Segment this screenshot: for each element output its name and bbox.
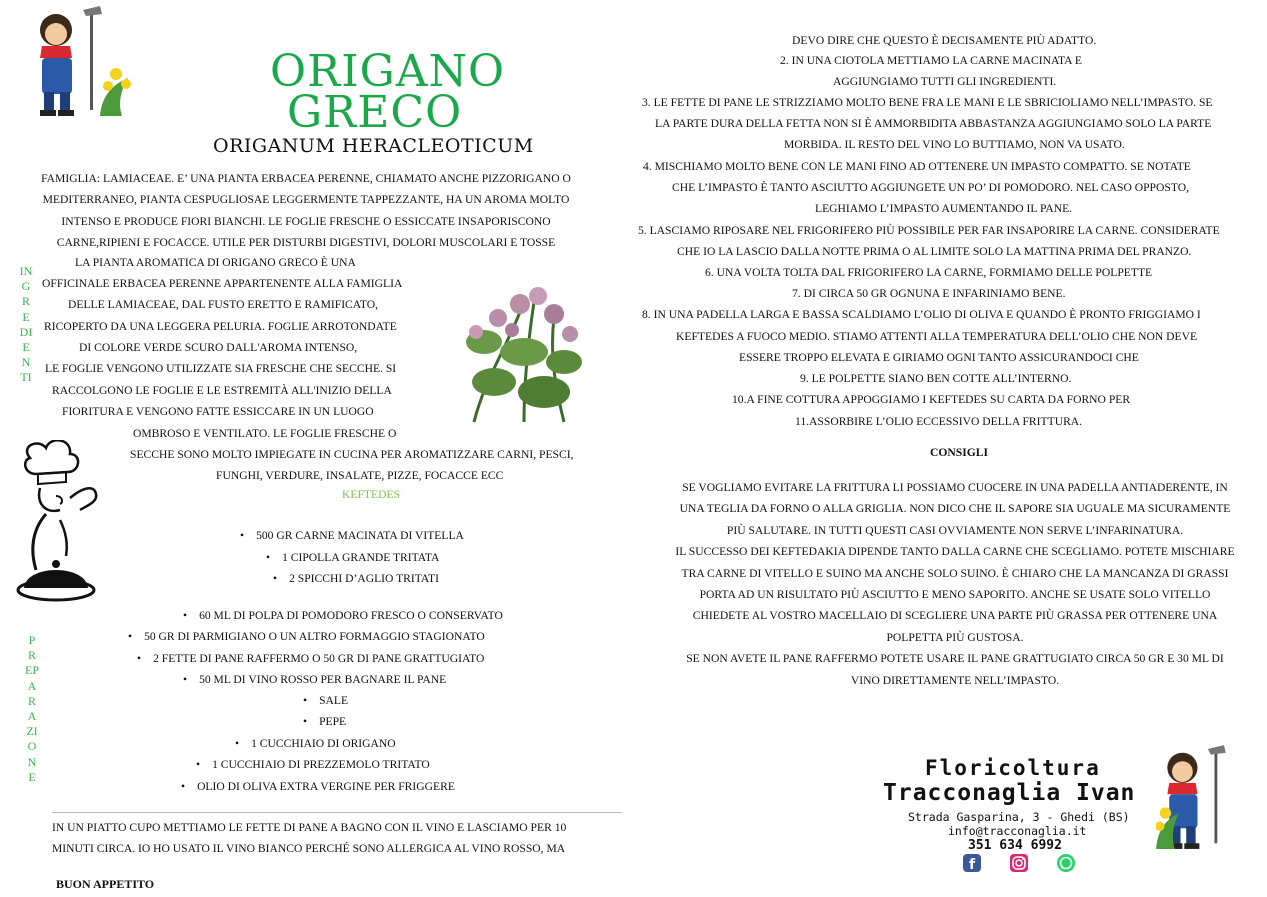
- ingredient-item: • 2 FETTE DI PANE RAFFERMO O 50 GR DI PANE GRATTUGIATO: [137, 652, 484, 665]
- tips-line: SE NON AVETE IL PANE RAFFERMO POTETE USARE IL PANE GRATTUGIATO CIRCA 50 GR E 30 ML DI: [686, 652, 1224, 666]
- oregano-plant-image: [454, 272, 590, 426]
- store-address: Strada Gasparina, 3 - Ghedi (BS): [908, 810, 1130, 824]
- intro-paragraph: [26, 168, 586, 254]
- plant-line: DI COLORE VERDE SCURO DALL'AROMA INTENSO,: [79, 341, 358, 354]
- ingredient-item: • OLIO DI OLIVA EXTRA VERGINE PER FRIGGERE: [181, 780, 455, 793]
- step-line: CHE IO LA LASCIO DALLA NOTTE PRIMA O AL LIMITE SOLO LA MATTINA PRIMA DEL PRANZO.: [677, 245, 1192, 258]
- closing-text: BUON APPETITO: [56, 877, 155, 891]
- step-line: 11.ASSORBIRE L’OLIO ECCESSIVO DELLA FRITTURA.: [795, 415, 1083, 428]
- step-line: 4. MISCHIAMO MOLTO BENE CON LE MANI FINO AD OTTENERE UN IMPASTO COMPATTO. SE NOTATE: [643, 160, 1191, 173]
- svg-text:f: f: [969, 857, 976, 872]
- intro-line: CARNE,RIPIENI E FOCACCE. UTILE PER DISTURBI DIGESTIVI, DOLORI MUSCOLARI E TOSSE: [56, 236, 556, 250]
- tips-line: TRA CARNE DI VITELLO E SUINO MA ANCHE SOLO SUINO. È CHIARO CHE LA MANCANZA DI GRASSI: [681, 566, 1229, 580]
- ingredient-item: • SALE: [303, 694, 348, 707]
- farmer-mascot-illustration: [1156, 742, 1256, 854]
- ingredient-item: • 2 SPICCHI D’AGLIO TRITATI: [273, 572, 439, 585]
- step-line: LEGHIAMO L’IMPASTO AUMENTANDO IL PANE.: [815, 202, 1073, 215]
- whatsapp-icon[interactable]: [1057, 854, 1075, 872]
- step-line: 5. LASCIAMO RIPOSARE NEL FRIGORIFERO PIÙ POSSIBILE PER FAR INSAPORIRE LA CARNE. CONSIDERATE: [638, 224, 1220, 237]
- ingredient-item: • 1 CIPOLLA GRANDE TRITATA: [266, 551, 439, 564]
- ingredient-item: • 1 CUCCHIAIO DI PREZZEMOLO TRITATO: [196, 758, 430, 771]
- step-line: ESSERE TROPPO ELEVATA E GIRIAMO OGNI TANTO ASSICURANDOCI CHE: [739, 351, 1139, 364]
- store-name-line1: Floricoltura: [925, 756, 1101, 780]
- intro-line: INTENSO E PRODUCE FIORI BIANCHI. LE FOGLIE FRESCHE O ESSICCATE INSAPORISCONO: [61, 214, 551, 228]
- step-line: KEFTEDES A FUOCO MEDIO. STIAMO ATTENTI ALLA TEMPERATURA DELL’OLIO CHE NON DEVE: [676, 330, 1198, 343]
- plant-line: FUNGHI, VERDURE, INSALATE, PIZZE, FOCACCE ECC: [216, 469, 504, 482]
- step-line: LA PARTE DURA DELLA FETTA NON SI È AMMORBIDITA ABBASTANZA AGGIUNGIAMO SOLO LA PARTE: [655, 117, 1212, 130]
- plant-line: DELLE LAMIACEAE, DAL FUSTO ERETTO E RAMIFICATO,: [68, 298, 379, 311]
- ingredient-item: • 50 GR DI PARMIGIANO O UN ALTRO FORMAGGIO STAGIONATO: [128, 630, 485, 643]
- tips-line: UNA TEGLIA DA FORNO O ALLA GRIGLIA. NON DICO CHE IL SAPORE SIA UGUALE MA SICURAMENTE: [679, 502, 1231, 516]
- plant-line: OMBROSO E VENTILATO. LE FOGLIE FRESCHE O: [133, 427, 397, 440]
- intro-line: MEDITERRANEO, PIANTA CESPUGLIOSAE LEGGERMENTE TAPPEZZANTE, HA UN AROMA MOLTO: [42, 193, 570, 207]
- step-line: DEVO DIRE CHE QUESTO È DECISAMENTE PIÙ ADATTO.: [792, 34, 1097, 47]
- tips-line: PORTA AD UN RISULTATO PIÙ ASCIUTTO E MENO SAPORITO. ANCHE SE USATE SOLO VITELLO: [699, 588, 1211, 602]
- recipe-name: KEFTEDES: [342, 488, 400, 501]
- prep-line: IN UN PIATTO CUPO METTIAMO LE FETTE DI PANE A BAGNO CON IL VINO E LASCIAMO PER 10: [52, 821, 567, 834]
- step-line: 8. IN UNA PADELLA LARGA E BASSA SCALDIAMO L’OLIO DI OLIVA E QUANDO È PRONTO FRIGGIAMO I: [642, 308, 1201, 321]
- step-line: AGGIUNGIAMO TUTTI GLI INGREDIENTI.: [833, 75, 1057, 88]
- intro-line: FAMIGLIA: LAMIACEAE. E’ UNA PIANTA ERBACEA PERENNE, CHIAMATO ANCHE PIZZORIGANO O: [41, 172, 571, 185]
- tips-line: SE VOGLIAMO EVITARE LA FRITTURA LI POSSIAMO CUOCERE IN UNA PADELLA ANTIADERENTE, IN: [682, 481, 1228, 494]
- tips-heading: CONSIGLI: [930, 446, 988, 459]
- plant-line: LE FOGLIE VENGONO UTILIZZATE SIA FRESCHE CHE SECCHE. SI: [45, 362, 397, 375]
- tips-line: PIÙ SALUTARE. IN TUTTI QUESTI CASI OVVIAMENTE NON SERVE L’INFARINATURA.: [726, 523, 1184, 537]
- tips-line: CHIEDETE AL VOSTRO MACELLAIO DI SCEGLIERE UNA PARTE PIÙ GRASSA PER OTTENERE UNA: [692, 609, 1218, 623]
- prep-line: MINUTI CIRCA. IO HO USATO IL VINO BIANCO PERCHÉ SONO ALLERGICA AL VINO ROSSO, MA: [52, 842, 566, 856]
- facebook-icon[interactable]: [963, 854, 981, 872]
- page-title-line1: ORIGANO: [270, 46, 506, 97]
- store-phone: 351 634 6992: [968, 838, 1062, 853]
- step-line: 3. LE FETTE DI PANE LE STRIZZIAMO MOLTO BENE FRA LE MANI E LE SBRICIOLIAMO NELL’IMPASTO. SE: [642, 96, 1213, 109]
- chef-illustration: [16, 440, 102, 612]
- ingredient-item: • 60 ML DI POLPA DI POMODORO FRESCO O CONSERVATO: [183, 609, 503, 622]
- botanical-name: ORIGANUM HERACLEOTICUM: [213, 135, 534, 157]
- ingredient-item: • 1 CUCCHIAIO DI ORIGANO: [235, 737, 396, 750]
- step-line: 9. LE POLPETTE SIANO BEN COTTE ALL’INTERNO.: [800, 372, 1072, 385]
- step-line: 10.A FINE COTTURA APPOGGIAMO I KEFTEDES SU CARTA DA FORNO PER: [732, 393, 1131, 406]
- instagram-icon[interactable]: [1010, 854, 1028, 872]
- plant-line: LA PIANTA AROMATICA DI ORIGANO GRECO È UNA: [75, 256, 356, 269]
- step-line: 7. DI CIRCA 50 GR OGNUNA E INFARINIAMO BENE.: [792, 287, 1066, 300]
- farmer-mascot-illustration: [28, 4, 134, 120]
- store-name-line2: Tracconaglia Ivan: [883, 780, 1136, 806]
- step-line: CHE L’IMPASTO È TANTO ASCIUTTO AGGIUNGETE UN PO’ DI POMODORO. NEL CASO OPPOSTO,: [672, 181, 1189, 194]
- plant-line: SECCHE SONO MOLTO IMPIEGATE IN CUCINA PER AROMATIZZARE CARNI, PESCI,: [130, 448, 574, 461]
- page-title-line2: GRECO: [287, 87, 463, 138]
- plant-line: RICOPERTO DA UNA LEGGERA PELURIA. FOGLIE ARROTONDATE: [44, 320, 397, 333]
- ingredients-side-label: INGREDIENTI: [19, 264, 33, 385]
- step-line: MORBIDA. IL RESTO DEL VINO LO BUTTIAMO, NON VA USATO.: [784, 138, 1125, 151]
- ingredient-item: • 500 GR CARNE MACINATA DI VITELLA: [240, 529, 464, 542]
- plant-line: OFFICINALE ERBACEA PERENNE APPARTENENTE ALLA FAMIGLIA: [42, 277, 403, 290]
- preparation-side-label: PREPARAZIONE: [25, 633, 40, 784]
- ingredient-item: • PEPE: [303, 715, 346, 728]
- plant-line: FIORITURA E VENGONO FATTE ESSICCARE IN UN LUOGO: [62, 405, 374, 418]
- tips-line: IL SUCCESSO DEI KEFTEDAKIA DIPENDE TANTO DALLA CARNE CHE SCEGLIAMO. POTETE MISCHIARE: [675, 545, 1235, 559]
- preparation-intro: [52, 812, 622, 860]
- tips-paragraph: [653, 477, 1257, 691]
- plant-line: RACCOLGONO LE FOGLIE E LE ESTREMITÀ ALL'INIZIO DELLA: [52, 384, 392, 397]
- store-email: info@tracconaglia.it: [948, 824, 1087, 838]
- step-line: 6. UNA VOLTA TOLTA DAL FRIGORIFERO LA CARNE, FORMIAMO DELLE POLPETTE: [705, 266, 1153, 279]
- tips-line: POLPETTA PIÙ GUSTOSA.: [886, 630, 1024, 644]
- step-line: 2. IN UNA CIOTOLA METTIAMO LA CARNE MACINATA E: [780, 54, 1082, 67]
- ingredient-item: • 50 ML DI VINO ROSSO PER BAGNARE IL PANE: [183, 673, 446, 686]
- tips-line: VINO DIRETTAMENTE NELL’IMPASTO.: [850, 673, 1060, 687]
